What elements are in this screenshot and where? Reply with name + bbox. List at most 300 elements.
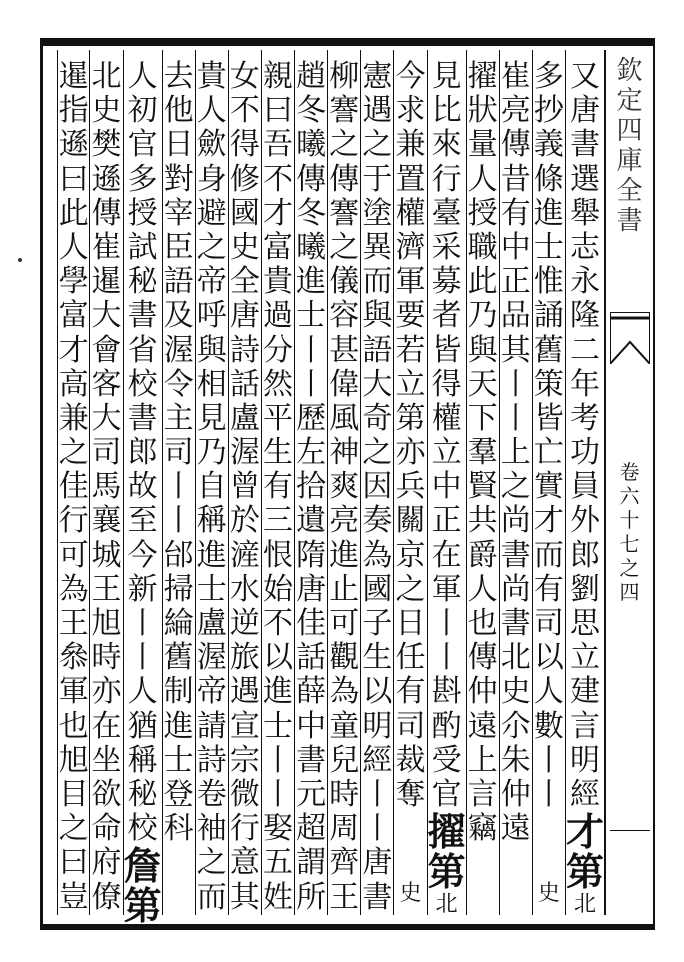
glyph: 中 xyxy=(500,229,531,265)
text-column xyxy=(196,50,229,915)
glyph: 富 xyxy=(263,229,294,265)
glyph: 旭 xyxy=(58,742,89,778)
glyph: 有 xyxy=(263,469,294,505)
glyph: 書 xyxy=(569,127,600,163)
glyph: 明 xyxy=(569,742,600,778)
glyph: 隆 xyxy=(569,298,600,334)
fish-tail-mark xyxy=(610,312,650,364)
glyph: 兼 xyxy=(395,127,426,163)
glyph: 曰 xyxy=(58,161,89,197)
glyph: 逆 xyxy=(229,606,260,641)
glyph: 行 xyxy=(431,161,462,197)
glyph: 遇 xyxy=(229,674,260,710)
glyph: 丨 xyxy=(533,742,564,778)
glyph: 坐 xyxy=(91,742,122,778)
glyph: 志 xyxy=(569,229,600,265)
glyph xyxy=(533,812,565,846)
title-char: 欽 xyxy=(616,56,643,86)
glyph: 丨 xyxy=(263,742,294,778)
glyph: 中 xyxy=(431,469,462,505)
glyph: 學 xyxy=(58,264,89,300)
text-column xyxy=(565,50,605,918)
glyph: 以 xyxy=(533,640,564,676)
glyph: 在 xyxy=(431,537,462,573)
glyph: 恨 xyxy=(263,537,294,573)
glyph: 丨 xyxy=(500,400,531,436)
glyph: 史 xyxy=(91,93,122,129)
glyph: 話 xyxy=(296,640,327,676)
glyph: 以 xyxy=(362,674,393,710)
glyph: 可 xyxy=(329,606,360,641)
glyph: 舉 xyxy=(569,195,600,231)
glyph: 之 xyxy=(395,571,426,607)
glyph: 尚 xyxy=(500,503,531,539)
glyph: 亮 xyxy=(329,503,360,539)
glyph: 北 xyxy=(91,59,122,94)
glyph: 制 xyxy=(163,674,194,710)
glyph: 遠 xyxy=(500,811,531,847)
glyph: 請 xyxy=(196,708,227,744)
glyph: 身 xyxy=(196,161,227,197)
glyph: 指 xyxy=(58,93,89,129)
glyph: 士 xyxy=(296,298,327,334)
text-column xyxy=(533,50,566,915)
text-column xyxy=(295,50,328,915)
glyph: 猶 xyxy=(127,708,158,744)
glyph: 丨 xyxy=(431,606,462,641)
glyph: 王 xyxy=(329,879,360,915)
glyph: 上 xyxy=(467,742,498,778)
glyph: 帝 xyxy=(196,264,227,300)
glyph: 丨 xyxy=(533,776,564,812)
glyph: 會 xyxy=(91,332,122,368)
glyph: 帝 xyxy=(196,674,227,710)
glyph: 冬 xyxy=(296,195,327,231)
glyph: 立 xyxy=(431,435,462,471)
glyph: 相 xyxy=(196,366,227,402)
glyph: 稱 xyxy=(196,503,227,539)
glyph: 人 xyxy=(467,571,498,607)
glyph: 王 xyxy=(91,571,122,607)
glyph: 容 xyxy=(329,298,360,334)
glyph: 冬 xyxy=(296,93,327,129)
glyph: 傳 xyxy=(329,161,360,197)
glyph: 乃 xyxy=(467,298,498,334)
glyph: 歷 xyxy=(296,400,327,436)
glyph: 唐 xyxy=(229,298,260,334)
glyph: 臣 xyxy=(163,229,194,265)
glyph: 超 xyxy=(296,811,327,847)
glyph: 擢 xyxy=(427,809,466,855)
glyph: 第 xyxy=(427,849,466,895)
glyph: 軍 xyxy=(58,674,89,710)
text-column xyxy=(90,50,123,915)
glyph: 姓 xyxy=(263,879,294,915)
glyph: 旭 xyxy=(91,606,122,641)
glyph: 擢 xyxy=(467,59,498,94)
glyph: 不 xyxy=(229,93,260,129)
glyph: 崔 xyxy=(500,59,531,94)
glyph: 在 xyxy=(91,708,122,744)
glyph: 薛 xyxy=(296,674,327,710)
glyph: 不 xyxy=(263,606,294,641)
glyph: 進 xyxy=(329,537,360,573)
glyph: 渥 xyxy=(163,332,194,368)
glyph: 書 xyxy=(500,537,531,573)
glyph: 親 xyxy=(263,59,294,94)
glyph: 又 xyxy=(569,59,600,94)
glyph: 綸 xyxy=(163,606,194,641)
glyph: 舊 xyxy=(533,332,564,368)
glyph: 兒 xyxy=(329,742,360,778)
text-body xyxy=(57,50,605,929)
glyph: 史 xyxy=(537,880,560,906)
glyph: 傳 xyxy=(500,127,531,163)
glyph: 話 xyxy=(229,366,260,402)
text-column xyxy=(467,50,500,915)
glyph: 募 xyxy=(431,264,462,300)
glyph: 唐 xyxy=(296,571,327,607)
glyph: 唐 xyxy=(362,845,393,881)
glyph: 人 xyxy=(467,161,498,197)
glyph: 裁 xyxy=(395,742,426,778)
glyph: 言 xyxy=(467,776,498,812)
juan-char: 卷 xyxy=(619,460,640,484)
glyph: 乃 xyxy=(196,435,227,471)
glyph: 暹 xyxy=(58,59,89,94)
glyph: 才 xyxy=(533,503,564,539)
glyph: 要 xyxy=(395,298,426,334)
glyph: 斟 xyxy=(431,674,462,710)
juan-number xyxy=(606,460,653,604)
glyph: 日 xyxy=(163,127,194,163)
glyph: 上 xyxy=(500,435,531,471)
glyph: 左 xyxy=(296,435,327,471)
glyph: 之 xyxy=(329,127,360,163)
glyph: 年 xyxy=(569,366,600,402)
glyph: 數 xyxy=(533,708,564,744)
glyph: 水 xyxy=(229,571,260,607)
glyph: 而 xyxy=(196,879,227,915)
glyph: 兵 xyxy=(395,469,426,505)
glyph: 秘 xyxy=(127,776,158,812)
glyph: 置 xyxy=(395,161,426,197)
glyph: 避 xyxy=(196,195,227,231)
glyph: 授 xyxy=(127,195,158,231)
glyph: 意 xyxy=(229,845,260,881)
glyph: 傳 xyxy=(467,640,498,676)
glyph: 僚 xyxy=(91,879,122,915)
glyph: 曦 xyxy=(296,127,327,163)
glyph: 共 xyxy=(467,503,498,539)
glyph: 日 xyxy=(395,606,426,641)
glyph: 丨 xyxy=(263,776,294,812)
glyph: 二 xyxy=(569,332,600,368)
glyph: 宣 xyxy=(229,708,260,744)
glyph: 科 xyxy=(163,811,194,847)
text-column xyxy=(57,50,90,915)
glyph: 權 xyxy=(431,400,462,436)
glyph: 士 xyxy=(263,708,294,744)
glyph: 史 xyxy=(500,674,531,710)
glyph: 邰 xyxy=(163,537,194,573)
glyph: 多 xyxy=(127,161,158,197)
glyph: 遠 xyxy=(467,708,498,744)
glyph: 也 xyxy=(467,606,498,641)
title-char: 書 xyxy=(616,206,643,236)
glyph: 臺 xyxy=(431,195,462,231)
glyph: 盧 xyxy=(229,400,260,436)
glyph: 舊 xyxy=(163,640,194,676)
glyph: 至 xyxy=(127,503,158,539)
ink-speck xyxy=(18,258,22,262)
glyph: 正 xyxy=(500,264,531,300)
glyph: 人 xyxy=(533,674,564,710)
glyph: 官 xyxy=(431,776,462,812)
glyph: 之 xyxy=(196,845,227,881)
glyph: 全 xyxy=(229,264,260,300)
glyph: 旅 xyxy=(229,640,260,676)
glyph: 員 xyxy=(569,469,600,505)
glyph: 司 xyxy=(395,708,426,744)
glyph: 士 xyxy=(163,742,194,778)
glyph: 有 xyxy=(395,674,426,710)
glyph: 國 xyxy=(362,571,393,607)
glyph: 之 xyxy=(196,229,227,265)
glyph: 之 xyxy=(362,435,393,471)
glyph: 五 xyxy=(263,845,294,881)
glyph: 進 xyxy=(196,537,227,573)
glyph: 皆 xyxy=(533,400,564,436)
glyph: 義 xyxy=(533,127,564,163)
glyph: 府 xyxy=(91,845,122,881)
glyph: 他 xyxy=(163,93,194,129)
glyph: 而 xyxy=(362,264,393,300)
glyph: 佳 xyxy=(296,606,327,641)
glyph: 其 xyxy=(229,879,260,915)
glyph: 語 xyxy=(163,264,194,300)
glyph: 經 xyxy=(569,776,600,812)
glyph: 任 xyxy=(395,640,426,676)
glyph: 唐 xyxy=(569,93,600,129)
glyph: 崔 xyxy=(91,229,122,265)
glyph: 掃 xyxy=(163,571,194,607)
glyph: 亦 xyxy=(91,674,122,710)
glyph: 郎 xyxy=(127,435,158,471)
glyph: 史 xyxy=(399,880,422,906)
glyph: 丨 xyxy=(431,640,462,676)
glyph: 詩 xyxy=(229,332,260,368)
glyph: 丨 xyxy=(127,606,158,641)
glyph: 丨 xyxy=(127,640,158,676)
glyph xyxy=(394,846,426,880)
glyph: 軍 xyxy=(431,571,462,607)
glyph: 城 xyxy=(91,537,122,573)
juan-char: 六 xyxy=(619,484,640,508)
glyph: 盧 xyxy=(196,606,227,641)
glyph: 柳 xyxy=(329,59,360,94)
glyph: 傳 xyxy=(296,161,327,197)
glyph: 異 xyxy=(362,229,393,265)
text-column xyxy=(163,50,196,915)
glyph: 思 xyxy=(569,606,600,641)
glyph: 才 xyxy=(565,809,604,855)
glyph: 大 xyxy=(91,400,122,436)
glyph: 北 xyxy=(435,892,458,918)
glyph: 隋 xyxy=(296,537,327,573)
glyph: 始 xyxy=(263,571,294,607)
glyph: 欲 xyxy=(91,776,122,812)
glyph: 之 xyxy=(58,435,89,471)
glyph: 神 xyxy=(329,435,360,471)
glyph: 功 xyxy=(569,435,600,471)
glyph: 量 xyxy=(467,127,498,163)
glyph: 人 xyxy=(196,93,227,129)
glyph: 丨 xyxy=(163,469,194,505)
glyph: 外 xyxy=(569,503,600,539)
glyph: 有 xyxy=(533,571,564,607)
glyph: 大 xyxy=(91,298,122,334)
glyph: 詹 xyxy=(123,843,162,889)
glyph: 甚 xyxy=(329,332,360,368)
glyph: 子 xyxy=(362,606,393,641)
glyph: 此 xyxy=(58,195,89,231)
glyph: 可 xyxy=(58,537,89,573)
glyph: 初 xyxy=(127,93,158,129)
glyph: 亡 xyxy=(533,435,564,471)
glyph: 奇 xyxy=(362,400,393,436)
glyph: 進 xyxy=(533,195,564,231)
text-column xyxy=(500,50,533,915)
glyph: 然 xyxy=(263,366,294,402)
glyph: 故 xyxy=(127,469,158,505)
glyph: 樊 xyxy=(91,127,122,163)
glyph: 經 xyxy=(362,742,393,778)
glyph: 語 xyxy=(362,332,393,368)
glyph: 所 xyxy=(296,879,327,915)
glyph: 此 xyxy=(467,264,498,300)
glyph: 為 xyxy=(329,674,360,710)
glyph: 宰 xyxy=(163,195,194,231)
glyph: 修 xyxy=(229,161,260,197)
glyph: 采 xyxy=(431,229,462,265)
glyph: 建 xyxy=(569,674,600,710)
glyph: 人 xyxy=(58,229,89,265)
glyph: 奏 xyxy=(362,503,393,539)
glyph: 于 xyxy=(362,161,393,197)
glyph: 兼 xyxy=(58,400,89,436)
glyph: 秘 xyxy=(127,264,158,300)
glyph: 王 xyxy=(58,606,89,641)
text-column xyxy=(262,50,295,915)
glyph: 史 xyxy=(229,229,260,265)
glyph: 遜 xyxy=(58,127,89,163)
glyph: 得 xyxy=(431,366,462,402)
juan-char: 之 xyxy=(619,556,640,580)
glyph: 第 xyxy=(565,849,604,895)
glyph: 暹 xyxy=(91,264,122,300)
glyph: 童 xyxy=(329,708,360,744)
glyph: 立 xyxy=(395,366,426,402)
text-column xyxy=(361,50,394,915)
glyph: 而 xyxy=(533,537,564,573)
glyph: 第 xyxy=(123,883,162,929)
glyph: 襄 xyxy=(91,503,122,539)
glyph: 省 xyxy=(127,332,158,368)
glyph: 來 xyxy=(431,127,462,163)
glyph: 憲 xyxy=(362,59,393,94)
glyph: 仲 xyxy=(467,674,498,710)
glyph: 惟 xyxy=(533,264,564,300)
glyph: 尚 xyxy=(500,571,531,607)
title-char: 四 xyxy=(616,116,643,146)
glyph: 得 xyxy=(229,127,260,163)
glyph: 爵 xyxy=(467,537,498,573)
glyph: 言 xyxy=(569,708,600,744)
glyph: 立 xyxy=(569,640,600,676)
glyph: 北 xyxy=(573,892,596,918)
center-margin xyxy=(605,50,653,915)
glyph: 大 xyxy=(362,366,393,402)
glyph: 生 xyxy=(263,435,294,471)
glyph: 有 xyxy=(500,195,531,231)
glyph: 司 xyxy=(91,435,122,471)
glyph: 校 xyxy=(127,811,158,847)
glyph: 之 xyxy=(362,127,393,163)
glyph: 曾 xyxy=(229,469,260,505)
glyph: 北 xyxy=(500,640,531,676)
glyph: 天 xyxy=(467,366,498,402)
glyph: 富 xyxy=(58,298,89,334)
glyph: 丨 xyxy=(163,503,194,539)
glyph: 校 xyxy=(127,366,158,402)
glyph: 今 xyxy=(127,537,158,573)
glyph: 也 xyxy=(58,708,89,744)
glyph: 京 xyxy=(395,537,426,573)
glyph: 書 xyxy=(127,298,158,334)
glyph: 曦 xyxy=(296,229,327,265)
glyph: 生 xyxy=(362,640,393,676)
glyph: 命 xyxy=(91,811,122,847)
glyph: 謂 xyxy=(296,845,327,881)
glyph: 郎 xyxy=(569,537,600,573)
glyph: 之 xyxy=(58,811,89,847)
glyph: 下 xyxy=(467,400,498,436)
glyph: 元 xyxy=(296,776,327,812)
glyph: 主 xyxy=(163,400,194,436)
glyph: 竊 xyxy=(467,811,498,847)
glyph: 中 xyxy=(296,708,327,744)
glyph: 時 xyxy=(91,640,122,676)
glyph: 丨 xyxy=(296,332,327,368)
glyph: 仲 xyxy=(500,776,531,812)
glyph: 宗 xyxy=(229,742,260,778)
glyph: 若 xyxy=(395,332,426,368)
glyph: 今 xyxy=(395,59,426,94)
glyph: 詩 xyxy=(196,742,227,778)
glyph: 貴 xyxy=(263,264,294,300)
glyph: 女 xyxy=(229,59,260,94)
glyph: 亮 xyxy=(500,93,531,129)
glyph xyxy=(533,846,565,880)
glyph: 比 xyxy=(431,93,462,129)
glyph: 呼 xyxy=(196,298,227,334)
text-column xyxy=(123,50,163,929)
glyph: 朱 xyxy=(500,742,531,778)
glyph: 正 xyxy=(431,503,462,539)
glyph: 見 xyxy=(196,400,227,436)
glyph: 皆 xyxy=(431,332,462,368)
